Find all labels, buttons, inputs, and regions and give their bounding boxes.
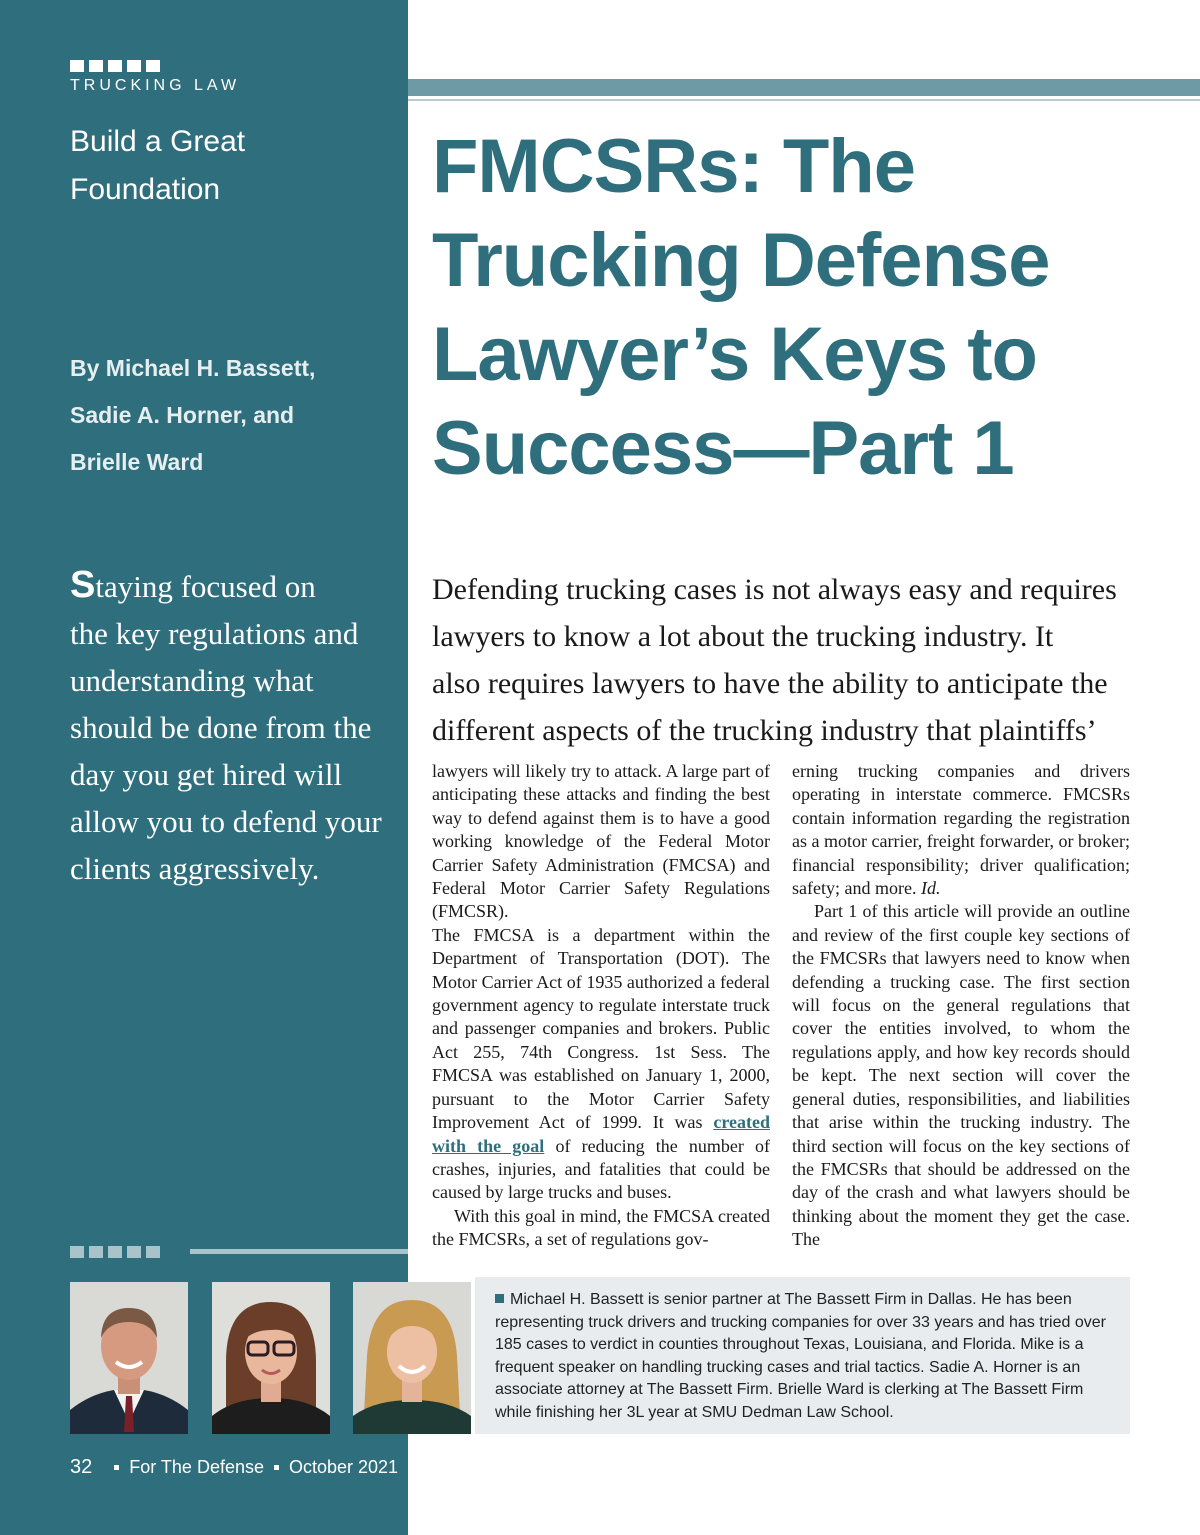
created-with-goal-link[interactable]: created with the goal <box>432 1112 770 1156</box>
decorative-rule <box>190 1249 408 1254</box>
body-paragraph: The FMCSA is a department within the Department of Transportation (DOT). The Motor Carrier Act of 1935 authorized a federal government agency to regulate interstate truck and passenger companies and brokers. Public Act 255, 74th Congress. 1st Sess. The FMCSA was established on January 1, 2000, pursuant to the Motor Carrier Safety Improvement Act of 1999. It was created with the goal of reducing the number of crashes, injuries, and fatalities that could be caused by large trucks and buses. <box>432 924 771 1203</box>
body-paragraph: lawyers will likely try to attack. A large part of anticipating these attacks and finding the best way to defend against them is to have a good working knowledge of the Federal Motor Carrier Safety Administration (FMCSA) and Federal Motor Carrier Safety Regulations (FMCSR). <box>432 761 770 922</box>
author-photo-bassett <box>70 1282 188 1434</box>
issue-date: October 2021 <box>289 1457 399 1477</box>
byline-line: Brielle Ward <box>70 449 204 475</box>
author-photo-horner <box>212 1282 330 1434</box>
pull-quote-line: day you get hired will <box>70 757 343 792</box>
title-line: Success—Part 1 <box>432 406 1014 491</box>
pull-quote-line: should be done from the <box>70 710 372 745</box>
title-line: FMCSRs: The <box>432 124 915 209</box>
pull-quote <box>70 562 390 892</box>
kicker <box>70 118 390 214</box>
page-number: 32 <box>70 1456 93 1478</box>
byline-line: By Michael H. Bassett, <box>70 355 316 381</box>
pull-quote-line: clients aggressively. <box>70 851 320 886</box>
byline <box>70 345 390 486</box>
separator-icon <box>274 1465 279 1470</box>
body-column-1 <box>432 760 770 1252</box>
pull-quote-line: understanding what <box>70 663 314 698</box>
deck-line: also requires lawyers to have the ability to anticipate the <box>432 667 1108 700</box>
article-title <box>432 120 1172 496</box>
title-line: Lawyer’s Keys to <box>432 312 1037 397</box>
body-paragraph: With this goal in mind, the FMCSA created the FMCSRs, a set of regulations gov- <box>432 1205 770 1250</box>
byline-line: Sadie A. Horner, and <box>70 402 295 428</box>
pull-quote-line: allow you to defend your <box>70 804 382 839</box>
author-bio: Michael H. Bassett is senior partner at The Bassett Firm in Dallas. He has been representing truck drivers and trucking companies for over 33 years and has tried over 185 cases to verdict in counties throughout Texas, Louisiana, and Florida. Mike is a frequent speaker on handling trucking cases and trial tactics. Sadie A. Horner is an associate attorney at The Bassett Firm. Brielle Ward is clerking at The Bassett Firm while finishing her 3L year at SMU Dedman Law School. <box>495 1291 1106 1421</box>
bio-bullet-icon <box>495 1294 504 1303</box>
page-footer <box>70 1456 398 1479</box>
separator-icon <box>114 1465 119 1470</box>
title-line: Trucking Defense <box>432 218 1050 303</box>
article-deck <box>432 566 1152 754</box>
drop-cap: S <box>70 564 96 606</box>
author-photo-ward <box>353 1282 471 1434</box>
body-paragraph: Part 1 of this article will provide an outline and review of the first couple key sections of the FMCSRs that lawyers need to know when defending a trucking case. The first section will focus on the general regulations that cover the entities involved, to whom the regulations apply, and how key records should be kept. The next section will cover the general duties, responsibilities, and liabilities that arise within the trucking industry. The third section will focus on the key sections of the FMCSRs that should be addressed on the day of the crash and what lawyers should be thinking about the moment they get the case. The <box>792 901 1130 1250</box>
body-column-2 <box>792 760 1130 1252</box>
kicker-line: Build a Great <box>70 125 246 158</box>
decorative-squares-bottom <box>70 1246 160 1258</box>
pull-quote-line: the key regulations and <box>70 616 359 651</box>
body-paragraph: erning trucking companies and drivers operating in interstate commerce. FMCSRs contain information regarding the registration as a motor carrier, freight forwarder, or broker; financial responsibility; driver qualification; safety; and more. Id. <box>792 761 1130 899</box>
deck-line: different aspects of the trucking industry that plaintiffs’ <box>432 714 1097 747</box>
publication-name: For The Defense <box>129 1457 264 1477</box>
kicker-line: Foundation <box>70 173 221 206</box>
deck-line: lawyers to know a lot about the trucking industry. It <box>432 620 1054 653</box>
deck-line: Defending trucking cases is not always easy and requires <box>432 573 1117 606</box>
pull-quote-line: Staying focused on <box>70 564 316 606</box>
section-label: TRUCKING LAW <box>70 77 241 94</box>
decorative-squares-top <box>70 60 160 72</box>
